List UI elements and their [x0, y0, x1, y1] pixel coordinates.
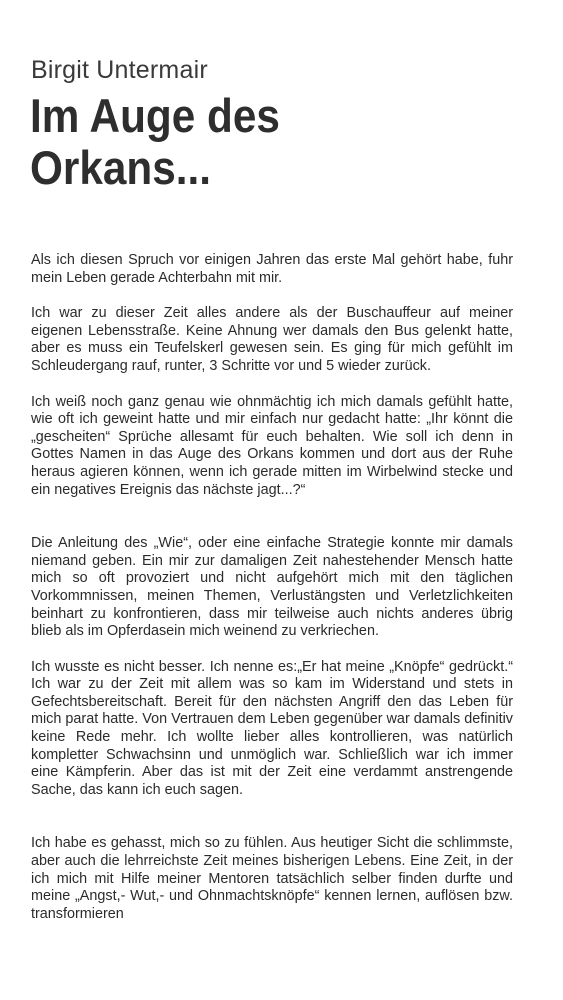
paragraph: Ich habe es gehasst, mich so zu fühlen. Aus heutiger Sicht die schlimmste, aber auch die lehrreichste Zeit meines bisherigen Lebens. Eine Zeit, in der ich mich mit Hilfe meiner Mentoren tatsächlich selber finden durfte und meine „Angst,- Wut,- und Ohnmachtsknöpfe“ kennen lernen, auflösen bzw. transformieren [31, 835, 513, 922]
title-line-2: Orkans... [30, 141, 212, 194]
paragraph: Die Anleitung des „Wie“, oder eine einfache Strategie konnte mir damals niemand geben. Ein mir zur damaligen Zeit nahestehender Mensch hatte mich so oft provoziert und nicht aufgehört mich mit den täglichen Vorkommnissen, meinen Themen, Verlustängsten und Verletzlichkeiten beinhart zu konfrontieren, dass mir teilweise auch nichts anderes übrig blieb als im Opferdasein mich weinend zu verkriechen. [31, 535, 513, 640]
paragraph: Ich war zu dieser Zeit alles andere als der Buschauffeur auf meiner eigenen Lebensstraße. Keine Ahnung wer damals den Bus gelenkt hatte, aber es muss ein Teufelskerl gewesen sein. Es ging für mich gefühlt im Schleudergang rauf, runter, 3 Schritte vor und 5 wieder zurück. [31, 305, 513, 374]
paragraph: Ich weiß noch ganz genau wie ohnmächtig ich mich damals gefühlt hatte, wie oft ich geweint hatte und mir einfach nur gedacht hatte: „Ihr könnt die „gescheiten“ Sprüche allesamt für euch behalten. Wie soll ich denn in Gottes Namen in das Auge des Orkans kommen und dort aus der Ruhe heraus agieren können, wenn ich gerade mitten im Wirbelwind stecke und ein negatives Ereignis das nächste jagt...?“ [31, 393, 513, 498]
author-name: Birgit Untermair [31, 56, 208, 84]
paragraph: Ich wusste es nicht besser. Ich nenne es:„Er hat meine „Knöpfe“ gedrückt.“ Ich war zu der Zeit mit allem was so kam im Widerstand und stets in Gefechtsbereitschaft. Bereit für den nächsten Angriff den das Leben für mich parat hatte. Von Vertrauen dem Leben gegenüber war damals definitiv keine Rede mehr. Ich wollte lieber alles kontrollieren, was natürlich kompletter Schwachsinn und unmöglich war. Schließlich war ich immer eine Kämpferin. Aber das ist mit der Zeit eine verdammt anstrengende Sache, das kann ich euch sagen. [31, 658, 513, 798]
title-line-1: Im Auge des [30, 89, 280, 142]
article-title [30, 90, 280, 194]
article-body [31, 252, 513, 941]
paragraph: Als ich diesen Spruch vor einigen Jahren das erste Mal gehört habe, fuhr mein Leben gerade Achterbahn mit mir. [31, 252, 513, 286]
